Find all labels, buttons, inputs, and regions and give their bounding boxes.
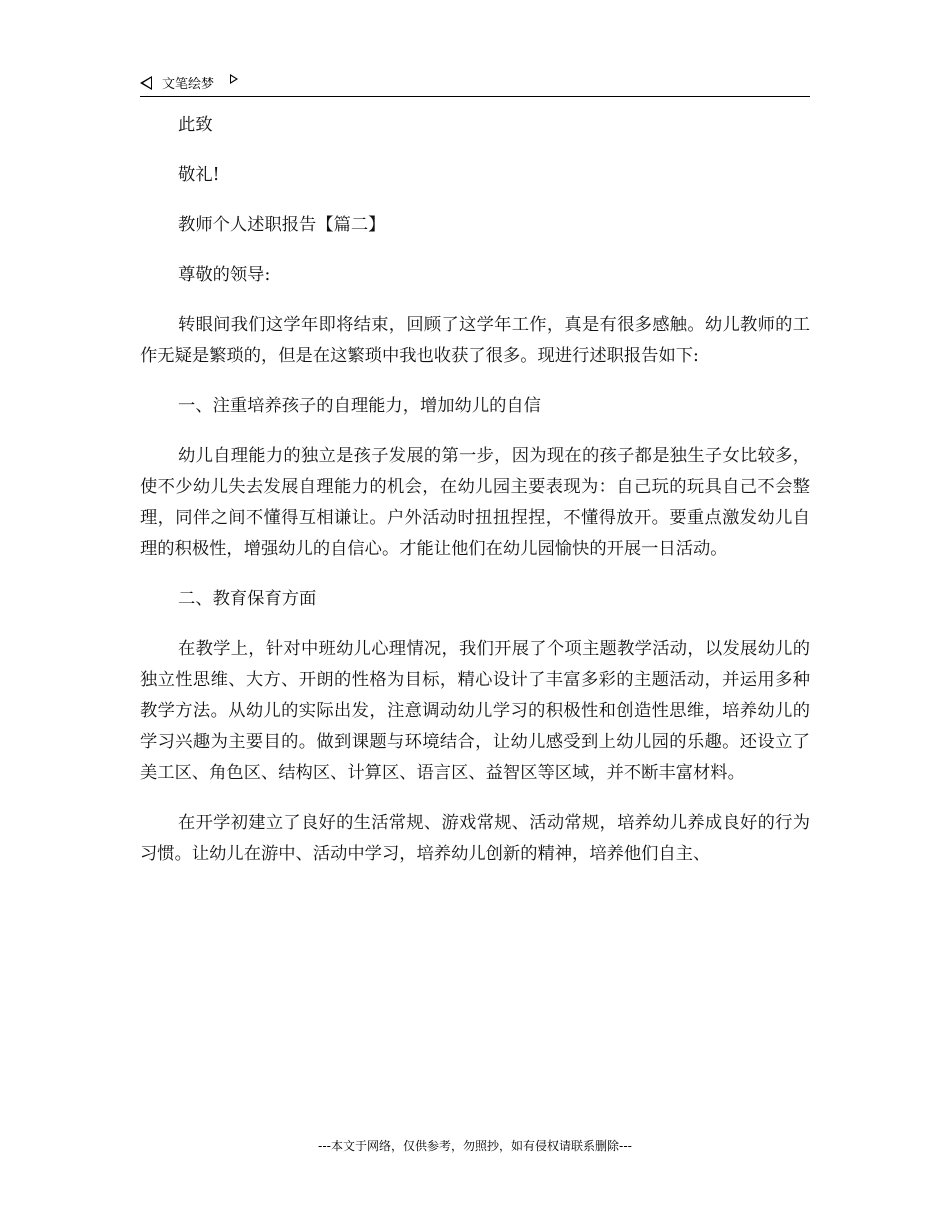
heading-self-care: 一、注重培养孩子的自理能力，增加幼儿的自信 xyxy=(178,396,541,416)
document-body xyxy=(140,110,810,889)
triangle-left-icon xyxy=(140,76,152,90)
salutation: 尊敬的领导: xyxy=(178,265,271,285)
paragraph-education: 在教学上，针对中班幼儿心理情况，我们开展了个项主题教学活动，以发展幼儿的独立性思维、大方、开朗的性格为目标，精心设计了丰富多彩的主题活动，并运用多种教学方法。从幼儿的实际出发，注意调动幼儿学习的积极性和创造性思维，培养幼儿的学习兴趣为主要目的。做到课题与环境结合，让幼儿感受到上幼儿园的乐趣。还设立了美工区、角色区、结构区、计算区、语言区、益智区等区域，并不断丰富材料。 xyxy=(140,639,810,783)
closing-line-1: 此致 xyxy=(178,115,213,135)
header-title: 文笔绘梦 xyxy=(162,77,215,92)
paragraph-routines: 在开学初建立了良好的生活常规、游戏常规、活动常规，培养幼儿养成良好的行为习惯。让幼儿在游中、活动中学习，培养幼儿创新的精神，培养他们自主、 xyxy=(140,813,810,864)
paragraph-self-care: 幼儿自理能力的独立是孩子发展的第一步，因为现在的孩子都是独生子女比较多，使不少幼儿失去发展自理能力的机会，在幼儿园主要表现为：自己玩的玩具自己不会整理，同伴之间不懂得互相谦让。户外活动时扭扭捏捏，不懂得放开。要重点激发幼儿自理的积极性，增强幼儿的自信心。才能让他们在幼儿园愉快的开展一日活动。 xyxy=(140,446,810,559)
intro-paragraph: 转眼间我们这学年即将结束，回顾了这学年工作，真是有很多感触。幼儿教师的工作无疑是繁琐的，但是在这繁琐中我也收获了很多。现进行述职报告如下: xyxy=(140,315,810,366)
heading-education: 二、教育保育方面 xyxy=(178,589,317,609)
page-footer: ---本文于网络，仅供参考，勿照抄，如有侵权请联系删除--- xyxy=(318,1139,632,1153)
page-header xyxy=(140,70,810,97)
section-title: 教师个人述职报告【篇二】 xyxy=(178,215,386,235)
triangle-right-icon xyxy=(230,74,238,84)
closing-line-2: 敬礼! xyxy=(178,165,220,185)
